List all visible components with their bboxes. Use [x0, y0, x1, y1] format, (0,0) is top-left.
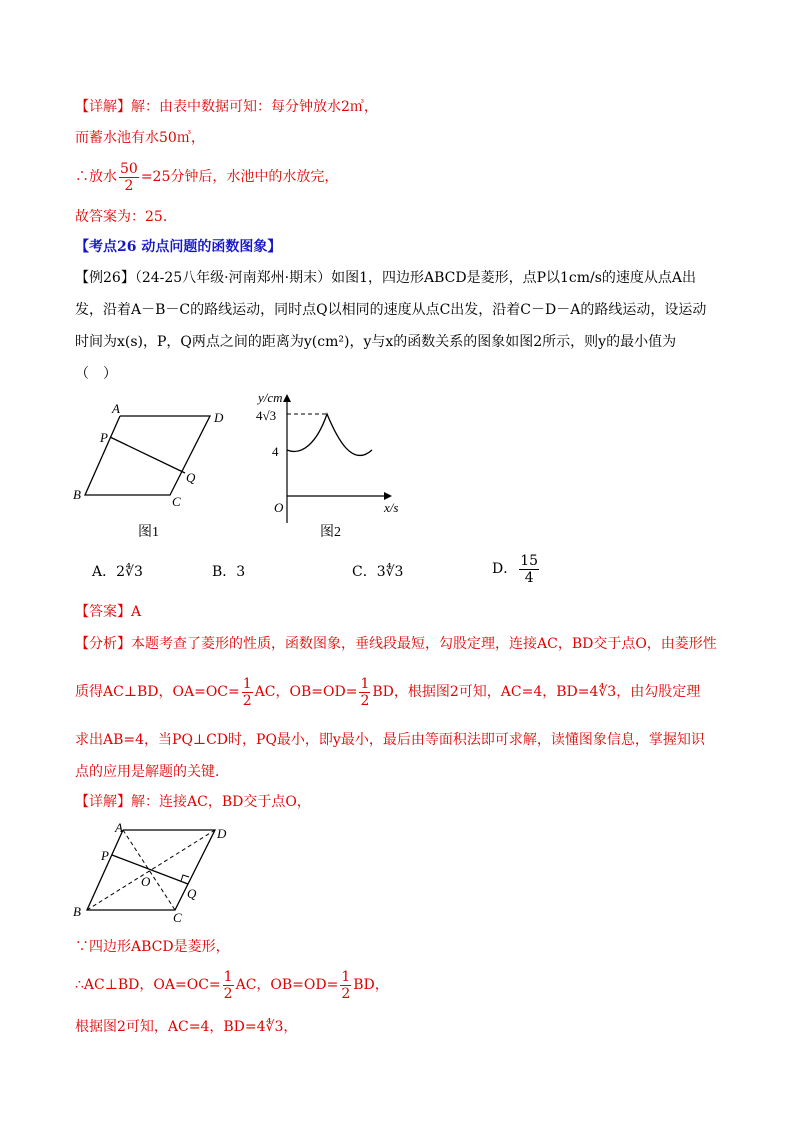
svg-text:C: C — [172, 494, 181, 509]
fraction: $\frac{15}{4}$ — [520, 552, 539, 586]
example-line4: （ ） — [75, 366, 117, 382]
fraction: $\frac{1}{2}$ — [223, 968, 233, 1002]
analysis-line1: 【分析】本题考查了菱形的性质，函数图象，垂线段最短，勾股定理，连接AC，BD交于点O，由菱形性 — [75, 636, 717, 652]
analysis-line4: 点的应用是解题的关键． — [75, 764, 229, 780]
svg-text:B: B — [73, 904, 81, 919]
answer-line: 【答案】A — [75, 604, 142, 620]
detail1-line2: 而蓄水池有水50㎥， — [75, 130, 205, 146]
fraction: $\frac{50}{2}$ — [120, 160, 138, 194]
svg-text:B: B — [73, 487, 81, 502]
fraction: $\frac{1}{2}$ — [341, 968, 351, 1002]
choice-d[interactable]: D． $\frac{15}{4}$ — [492, 552, 539, 586]
detail2-because: ∵四边形ABCD是菱形， — [75, 939, 230, 955]
svg-text:A: A — [112, 401, 120, 416]
svg-text:4: 4 — [272, 444, 279, 459]
svg-text:Q: Q — [186, 470, 196, 485]
svg-text:图2: 图2 — [320, 525, 341, 540]
svg-text:Q: Q — [187, 886, 197, 901]
svg-text:O: O — [274, 500, 284, 515]
detail2-therefore: ∴AC⊥BD，OA=OC= $\frac{1}{2}$ AC，OB=OD= $\frac{1}{2}$ BD， — [75, 968, 389, 1002]
example-line1: 【例26】（24-25八年级·河南郑州·期末）如图1，四边形ABCD是菱形，点P以1cm/s的速度从点A出 — [75, 270, 697, 286]
svg-text:D: D — [217, 826, 227, 841]
detail2-line1: 【详解】解：连接AC，BD交于点O， — [75, 794, 311, 810]
figure1-rhombus — [70, 400, 240, 540]
detail1-line1: 【详解】解：由表中数据可知：每分钟放水2㎥， — [75, 99, 378, 115]
detail1-line3: ∴放水 $\frac{50}{2}$ =25分钟后，水池中的水放完， — [75, 160, 339, 194]
choice-b[interactable]: B．3 — [212, 564, 246, 580]
svg-text:x/s: x/s — [384, 500, 399, 515]
example-line3: 时间为x(s)，P，Q两点之间的距离为y(cm²)，y与x的函数关系的图象如图2所示，则y的最小值为 — [75, 334, 677, 350]
svg-text:y/cm: y/cm — [258, 390, 283, 405]
svg-text:4√3: 4√3 — [256, 408, 277, 423]
fraction: $\frac{1}{2}$ — [360, 675, 370, 709]
svg-text:C: C — [173, 910, 182, 925]
svg-text:D: D — [214, 410, 224, 425]
figure3-rhombus-diagonals — [65, 818, 245, 928]
fraction: $\frac{1}{2}$ — [242, 675, 252, 709]
detail2-last: 根据图2可知，AC=4，BD=4∜3， — [75, 1019, 298, 1035]
analysis-line2: 质得AC⊥BD，OA=OC= $\frac{1}{2}$ AC，OB=OD= $\frac{1}{2}$ BD，根据图2可知，AC=4，BD=4∜3，由勾股定理 — [75, 675, 701, 709]
svg-text:P: P — [100, 430, 108, 445]
svg-text:A: A — [115, 820, 123, 835]
analysis-line3: 求出AB=4，当PQ⊥CD时，PQ最小，即y最小，最后由等面积法即可求解，读懂图象信息，掌握知识 — [75, 732, 705, 748]
choice-a[interactable]: A．2∜3 — [92, 564, 143, 580]
svg-text:P: P — [101, 848, 109, 863]
example-line2: 发，沿着A－B－C的路线运动，同时点Q以相同的速度从点C出发，沿着C－D－A的路线运动，设运动 — [75, 302, 707, 318]
svg-text:图1: 图1 — [138, 525, 159, 540]
section-title: 【考点26 动点问题的函数图象】 — [75, 239, 282, 255]
figure2-graph — [242, 388, 412, 540]
svg-text:O: O — [141, 874, 151, 889]
detail1-answer: 故答案为：25． — [75, 209, 177, 225]
choice-c[interactable]: C．3∜3 — [352, 564, 404, 580]
detail-tag: 【详解】 — [75, 99, 131, 115]
